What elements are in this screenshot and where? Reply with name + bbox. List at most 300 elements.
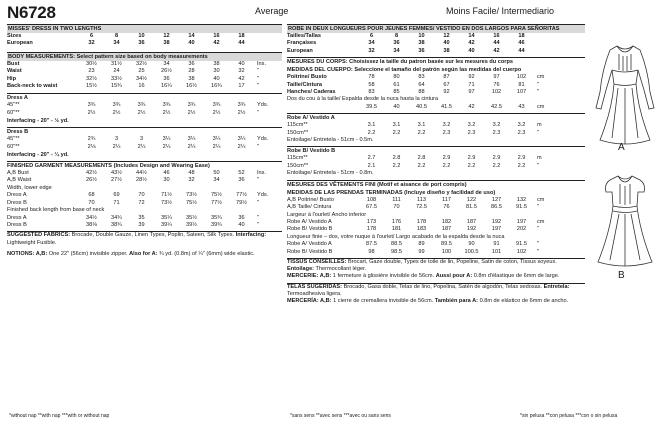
table-cell: [179, 207, 204, 214]
table-cell: 8: [114, 33, 119, 39]
table-cell: [127, 185, 152, 192]
table-row: [287, 204, 585, 211]
table-cell: [366, 212, 391, 219]
table-cell: [129, 207, 154, 214]
medidas-prendas-title: MEDIDAS DE LAS PRENDAS TERMINADAS (Incluye diseño y facilidad de uso): [287, 189, 496, 196]
table-cell: 98: [368, 248, 375, 255]
table-cell: 32: [188, 177, 195, 184]
table-cell: 36: [163, 75, 170, 82]
table-cell: 2.3: [492, 129, 501, 136]
table-cell: 39¼: [161, 221, 172, 228]
table-cell: 34: [113, 40, 120, 47]
table-cell: 132: [516, 196, 527, 203]
table-cell: 187: [466, 218, 477, 225]
row-label: Dress B: [7, 199, 27, 206]
table-cell: 2.2: [392, 129, 401, 136]
table-cell: 2.9: [492, 155, 501, 162]
table-cell: 36: [238, 177, 245, 184]
table-cell: [491, 212, 516, 219]
table-cell: 40: [213, 75, 220, 82]
table-cell: 2¼: [137, 143, 146, 150]
unit-label: ": [537, 226, 539, 233]
table-cell: 73½: [161, 199, 172, 206]
unit-label: m: [537, 122, 542, 129]
dress-a-label: Dress A: [7, 95, 28, 102]
table-cell: 3¾: [87, 102, 96, 109]
mesures-du-corps-title: MESURES DU CORPS: Choisissez la taille du patron basée sur les mesures du corps: [287, 59, 513, 66]
table-cell: 187: [441, 226, 452, 233]
notions: NOTIONS: A,B: One 22" (56cm) invisible zipper. Also for A: ¾ yd. (0.8m) of ¼" (6mm) wide elastic.: [7, 250, 255, 257]
table-cell: 3¼: [212, 136, 221, 143]
table-cell: 88: [418, 89, 425, 96]
unit-label: [541, 212, 544, 219]
table-cell: 16: [493, 33, 500, 39]
table-cell: 36: [188, 60, 195, 67]
table-cell: 80: [393, 74, 400, 81]
table-cell: 26½: [86, 177, 97, 184]
table-cell: 38: [443, 47, 450, 54]
table-cell: 32: [368, 47, 375, 54]
table-row: [287, 249, 585, 256]
table-cell: [154, 207, 179, 214]
table-cell: 16: [138, 83, 145, 90]
unit-label: [279, 207, 282, 214]
table-cell: 97: [493, 74, 500, 81]
table-cell: 2.2: [442, 162, 451, 169]
misses-dress-title: MISSES' DRESS IN TWO LENGTHS: [7, 25, 282, 33]
table-cell: 44: [518, 47, 525, 54]
table-cell: [530, 234, 555, 241]
table-cell: 32: [238, 68, 245, 75]
table-cell: 2½: [162, 109, 171, 116]
unit-label: ": [257, 109, 259, 116]
table-cell: 48: [188, 170, 195, 177]
table-cell: 91: [493, 241, 500, 248]
table-cell: 42.5: [491, 103, 502, 110]
table-cell: 36: [393, 40, 400, 47]
row-label: Finished back length from base of neck: [7, 207, 105, 214]
table-cell: 42: [468, 40, 475, 47]
dress-a-interfacing: Interfacing - 20" - ½ yd.: [7, 118, 69, 125]
table-row: [7, 177, 282, 184]
table-cell: 3.2: [517, 122, 526, 129]
table-cell: 42: [238, 75, 245, 82]
row-label: Dress A: [7, 192, 27, 199]
table-cell: 16¾: [211, 83, 222, 90]
table-cell: 58: [368, 81, 375, 88]
table-cell: 32½: [136, 60, 147, 67]
dress-a-letter: A: [618, 142, 625, 153]
table-cell: [254, 207, 279, 214]
table-cell: 70: [393, 204, 400, 211]
table-row: [7, 192, 282, 199]
table-cell: 34¾: [111, 214, 122, 221]
table-row: [7, 83, 282, 90]
table-cell: 3¾: [137, 102, 146, 109]
table-cell: 70: [88, 199, 95, 206]
table-cell: 2.2: [517, 162, 526, 169]
table-row: [287, 130, 585, 137]
table-cell: 83: [368, 89, 375, 96]
row-label: Françaises: [287, 40, 317, 47]
table-cell: 127: [491, 196, 502, 203]
unit-label: ": [257, 214, 259, 221]
table-cell: 39: [138, 221, 145, 228]
table-cell: 8: [394, 33, 399, 39]
table-cell: 2½: [212, 109, 221, 116]
table-cell: 16½: [186, 83, 197, 90]
table-cell: 2.2: [392, 162, 401, 169]
table-cell: 38⅛: [86, 221, 97, 228]
table-cell: 38: [213, 60, 220, 67]
table-cell: 92: [468, 74, 475, 81]
table-cell: 178: [366, 226, 377, 233]
table-cell: 3¾: [212, 102, 221, 109]
table-cell: 12: [443, 33, 450, 39]
row-label: Width, lower edge: [7, 184, 52, 191]
table-cell: 40: [238, 60, 245, 67]
table-row: [7, 222, 282, 229]
table-cell: 42: [493, 47, 500, 54]
table-cell: 35: [138, 214, 145, 221]
table-row: [287, 122, 585, 129]
table-cell: 33½: [111, 75, 122, 82]
table-cell: 64: [418, 81, 425, 88]
table-row: [287, 40, 585, 47]
row-label: Tailles/Tallas: [287, 33, 321, 39]
table-cell: 2¼: [212, 143, 221, 150]
row-label: 115cm**: [287, 155, 308, 162]
table-cell: 108: [366, 196, 377, 203]
table-row: [7, 76, 282, 83]
table-cell: 40: [188, 40, 195, 47]
table-cell: 39½: [186, 221, 197, 228]
table-cell: 3.2: [442, 122, 451, 129]
row-label: Hanches/ Caderas: [287, 89, 336, 96]
table-cell: 71½: [161, 192, 172, 199]
row-label: Sizes: [7, 33, 22, 39]
table-cell: 72.5: [416, 204, 427, 211]
table-cell: 197: [491, 226, 502, 233]
table-cell: 3¼: [237, 136, 246, 143]
table-cell: 6: [369, 33, 374, 39]
table-cell: 34: [393, 47, 400, 54]
table-cell: 30½: [86, 60, 97, 67]
table-cell: 100.5: [464, 248, 479, 255]
row-label: European: [7, 40, 33, 47]
table-cell: 102: [516, 74, 527, 81]
table-cell: 2½: [137, 109, 146, 116]
difficulty-english: Average: [255, 6, 289, 16]
table-cell: 79½: [236, 199, 247, 206]
table-cell: 34½: [136, 75, 147, 82]
table-cell: 38¾: [111, 221, 122, 228]
table-cell: 46: [163, 170, 170, 177]
row-label: Waist: [7, 68, 22, 75]
table-row: [7, 215, 282, 222]
table-row: [7, 144, 282, 151]
table-cell: 35½: [186, 214, 197, 221]
unit-label: Yds.: [257, 192, 269, 199]
robe-title: ROBE IN DEUX LONGUEURS POUR JEUNES FEMMES/ VESTIDO EN DOS LARGOS PARA SEÑORITAS: [287, 25, 585, 33]
table-cell: 2¼: [162, 143, 171, 150]
table-cell: 35¾: [211, 214, 222, 221]
tissus-conseilles: TISSUS CONSEILLÉS: Brocart, Gaze double, Types de toile de lin, Popeline, Satin de coton, Tissus soyeux. Entoilage: Thermocollant léger.: [287, 258, 557, 273]
table-cell: 117: [442, 196, 451, 203]
table-row: [287, 197, 585, 204]
table-cell: 2.3: [442, 129, 451, 136]
unit-label: ": [257, 199, 259, 206]
unit-label: ": [257, 83, 259, 90]
table-cell: 28: [188, 68, 195, 75]
table-cell: 2.8: [417, 155, 426, 162]
table-cell: 3¼: [162, 136, 171, 143]
english-chart-column: [7, 24, 282, 258]
table-cell: 89: [418, 241, 425, 248]
table-cell: [204, 207, 229, 214]
table-cell: 2.9: [517, 155, 526, 162]
table-cell: 12: [163, 33, 170, 39]
row-label: A,B Waist: [7, 177, 32, 184]
table-cell: 76: [493, 81, 500, 88]
table-cell: 2¼: [187, 143, 196, 150]
row-label: Longueur finie – dos, votre nuque à l'ourlet/ Largo acabado de la espalda desde la nuca: [287, 233, 505, 240]
table-cell: 2.2: [367, 129, 376, 136]
robe-b-label: Robe B/ Vestido B: [287, 148, 336, 155]
table-cell: 16: [213, 33, 220, 39]
table-cell: 92: [443, 89, 450, 96]
unit-label: cm: [537, 218, 545, 225]
table-cell: 2.2: [492, 162, 501, 169]
table-cell: 10: [418, 33, 425, 39]
table-cell: 122: [466, 196, 477, 203]
table-cell: 99: [418, 248, 425, 255]
table-cell: 2.1: [367, 162, 376, 169]
table-cell: 31½: [111, 60, 122, 67]
mesures-vetements-title: MESURES DES VÊTEMENTS FINI (Motif et aisance de port compris): [287, 181, 467, 188]
table-cell: 30: [163, 177, 170, 184]
table-cell: 40: [393, 103, 400, 110]
table-cell: 3.1: [367, 122, 376, 129]
row-label: Largeur à l'ourlet/ Ancho inferior: [287, 211, 367, 218]
table-cell: 24: [113, 68, 120, 75]
table-cell: 89.5: [441, 241, 452, 248]
table-cell: 15½: [86, 83, 97, 90]
unit-label: ": [257, 177, 259, 184]
table-cell: 2¼: [237, 143, 246, 150]
table-cell: 192: [466, 226, 477, 233]
table-cell: 87.5: [366, 241, 377, 248]
table-cell: 69: [113, 192, 120, 199]
table-cell: 182: [441, 218, 452, 225]
table-cell: 34½: [86, 214, 97, 221]
table-cell: [77, 185, 102, 192]
unit-label: ": [257, 68, 259, 75]
table-cell: 75½: [186, 199, 197, 206]
table-row: [7, 110, 282, 117]
table-row: [7, 102, 282, 109]
table-cell: 85: [393, 89, 400, 96]
table-cell: 44: [238, 40, 245, 47]
table-cell: 87: [443, 74, 450, 81]
unit-label: ": [537, 129, 539, 136]
table-row: [7, 200, 282, 207]
table-cell: 40.5: [416, 103, 427, 110]
table-cell: 2.2: [467, 162, 476, 169]
table-cell: 32: [88, 40, 95, 47]
table-cell: 3¼: [187, 136, 196, 143]
unit-label: Ins.: [257, 60, 267, 67]
table-cell: 3.1: [392, 122, 401, 129]
table-cell: 14: [468, 33, 475, 39]
row-label: 45"**: [7, 136, 20, 143]
row-label: 150cm**: [287, 162, 309, 169]
table-cell: 90: [468, 241, 475, 248]
table-cell: 42: [468, 103, 475, 110]
table-row: [287, 89, 585, 96]
table-cell: 97: [468, 89, 475, 96]
table-cell: 2½: [187, 109, 196, 116]
table-cell: [52, 185, 77, 192]
table-cell: 26½: [161, 68, 172, 75]
english-nap-footnote: *without nap **with nap ***with or without nap: [9, 413, 110, 419]
unit-label: ": [537, 204, 539, 211]
row-label: Dress A: [7, 214, 27, 221]
row-label: Bust: [7, 60, 20, 67]
dress-b-letter: B: [618, 270, 625, 281]
table-row: [7, 136, 282, 143]
table-cell: 44: [493, 40, 500, 47]
table-cell: 2½: [237, 109, 246, 116]
unit-label: ": [537, 248, 539, 255]
table-cell: 71: [468, 81, 475, 88]
unit-label: ": [257, 75, 259, 82]
table-cell: 2½: [87, 109, 96, 116]
french-spanish-chart-column: [287, 24, 585, 305]
table-row: [287, 226, 585, 233]
table-row: [287, 212, 585, 219]
table-cell: 50: [213, 170, 220, 177]
table-cell: 27½: [111, 177, 122, 184]
table-row: [7, 61, 282, 68]
table-row: [287, 241, 585, 248]
table-cell: 67.5: [366, 204, 377, 211]
telas-sugeridas: TELAS SUGERIDAS: Brocado, Gasa doble, Telas de lino, Popelina, Satén de algodón, Telas sedosas. Entretela: Termoadhesiva ligera.: [287, 283, 570, 297]
table-cell: 78: [368, 74, 375, 81]
table-cell: 32½: [86, 75, 97, 82]
table-cell: 2⅛: [87, 143, 96, 150]
unit-label: cm: [537, 103, 545, 110]
row-label: 45"**: [7, 102, 20, 109]
table-cell: [466, 212, 491, 219]
table-cell: 10: [138, 33, 145, 39]
table-row: [287, 219, 585, 226]
table-cell: 14: [188, 33, 195, 39]
table-cell: 202: [516, 226, 527, 233]
suggested-fabrics: SUGGESTED FABRICS: Brocade, Double Gauze, Linen Types, Poplin, Sateen, Silk Types. Interfacing: Lightweight Fusible.: [7, 232, 267, 246]
table-cell: 76: [443, 204, 450, 211]
table-cell: 39.5: [366, 103, 377, 110]
table-row: [7, 40, 282, 47]
table-cell: 3: [139, 136, 144, 143]
unit-label: cm: [537, 196, 545, 203]
table-cell: 102: [491, 89, 502, 96]
nuque-label: Dos du cou à la taille/ Espalda desde la nuca hasta la cintura: [287, 96, 439, 103]
unit-label: ": [257, 143, 259, 150]
table-cell: 100: [441, 248, 452, 255]
unit-label: cm: [537, 74, 545, 81]
table-cell: 38: [188, 75, 195, 82]
table-cell: 40: [238, 221, 245, 228]
table-row: [287, 104, 585, 111]
table-cell: 61: [393, 81, 400, 88]
table-cell: 34: [213, 177, 220, 184]
dress-a-illustration: [590, 40, 660, 160]
table-cell: [104, 207, 129, 214]
unit-label: m: [537, 155, 542, 162]
table-cell: 88.5: [391, 241, 402, 248]
unit-label: [227, 185, 230, 192]
table-cell: [441, 212, 466, 219]
unit-label: ": [537, 162, 539, 169]
table-cell: 3.1: [417, 122, 426, 129]
table-cell: [505, 234, 530, 241]
spanish-nap-footnote: *sin pelusa **con pelusa ***con o sin pelusa: [520, 413, 618, 419]
table-cell: 40: [468, 47, 475, 54]
table-cell: 3¾: [112, 102, 121, 109]
row-label: Poitrine/ Busto: [287, 74, 327, 81]
table-cell: [229, 207, 254, 214]
table-cell: 3¾: [237, 102, 246, 109]
table-cell: 2¾: [87, 136, 96, 143]
table-cell: 2¼: [112, 143, 121, 150]
table-cell: 2.8: [392, 155, 401, 162]
table-cell: 3.2: [492, 122, 501, 129]
table-cell: 39¾: [211, 221, 222, 228]
table-cell: 86.5: [491, 204, 502, 211]
table-cell: 43½: [111, 170, 122, 177]
body-measurements-title: BODY MEASUREMENTS: Select pattern size based on body measurements: [7, 53, 282, 61]
dress-b-illustration: [590, 170, 660, 280]
table-cell: 2.9: [442, 155, 451, 162]
robe-b-interfacing: Entoilage/ Entretela - 51cm - 0.8m.: [287, 170, 374, 177]
table-cell: 3¾: [187, 102, 196, 109]
table-cell: [516, 212, 541, 219]
table-cell: 34: [368, 40, 375, 47]
table-cell: 36: [138, 40, 145, 47]
row-label: [287, 104, 359, 111]
table-cell: 173: [366, 218, 377, 225]
table-cell: 42½: [86, 170, 97, 177]
unit-label: Yds.: [257, 102, 269, 109]
table-cell: [555, 234, 580, 241]
pattern-number: N6728: [7, 3, 56, 22]
table-cell: 98.5: [391, 248, 402, 255]
table-cell: 2.9: [467, 155, 476, 162]
row-label: Taille/Cintura: [287, 81, 323, 88]
table-cell: 83: [418, 74, 425, 81]
table-cell: 113: [417, 196, 426, 203]
row-label: Dress B: [7, 221, 27, 228]
table-cell: 25: [138, 68, 145, 75]
table-row: [7, 33, 282, 40]
table-cell: 38: [163, 40, 170, 47]
table-cell: 67: [443, 81, 450, 88]
table-cell: 15¾: [111, 83, 122, 90]
row-label: European: [287, 47, 313, 54]
table-cell: 178: [416, 218, 427, 225]
table-cell: 197: [516, 218, 527, 225]
